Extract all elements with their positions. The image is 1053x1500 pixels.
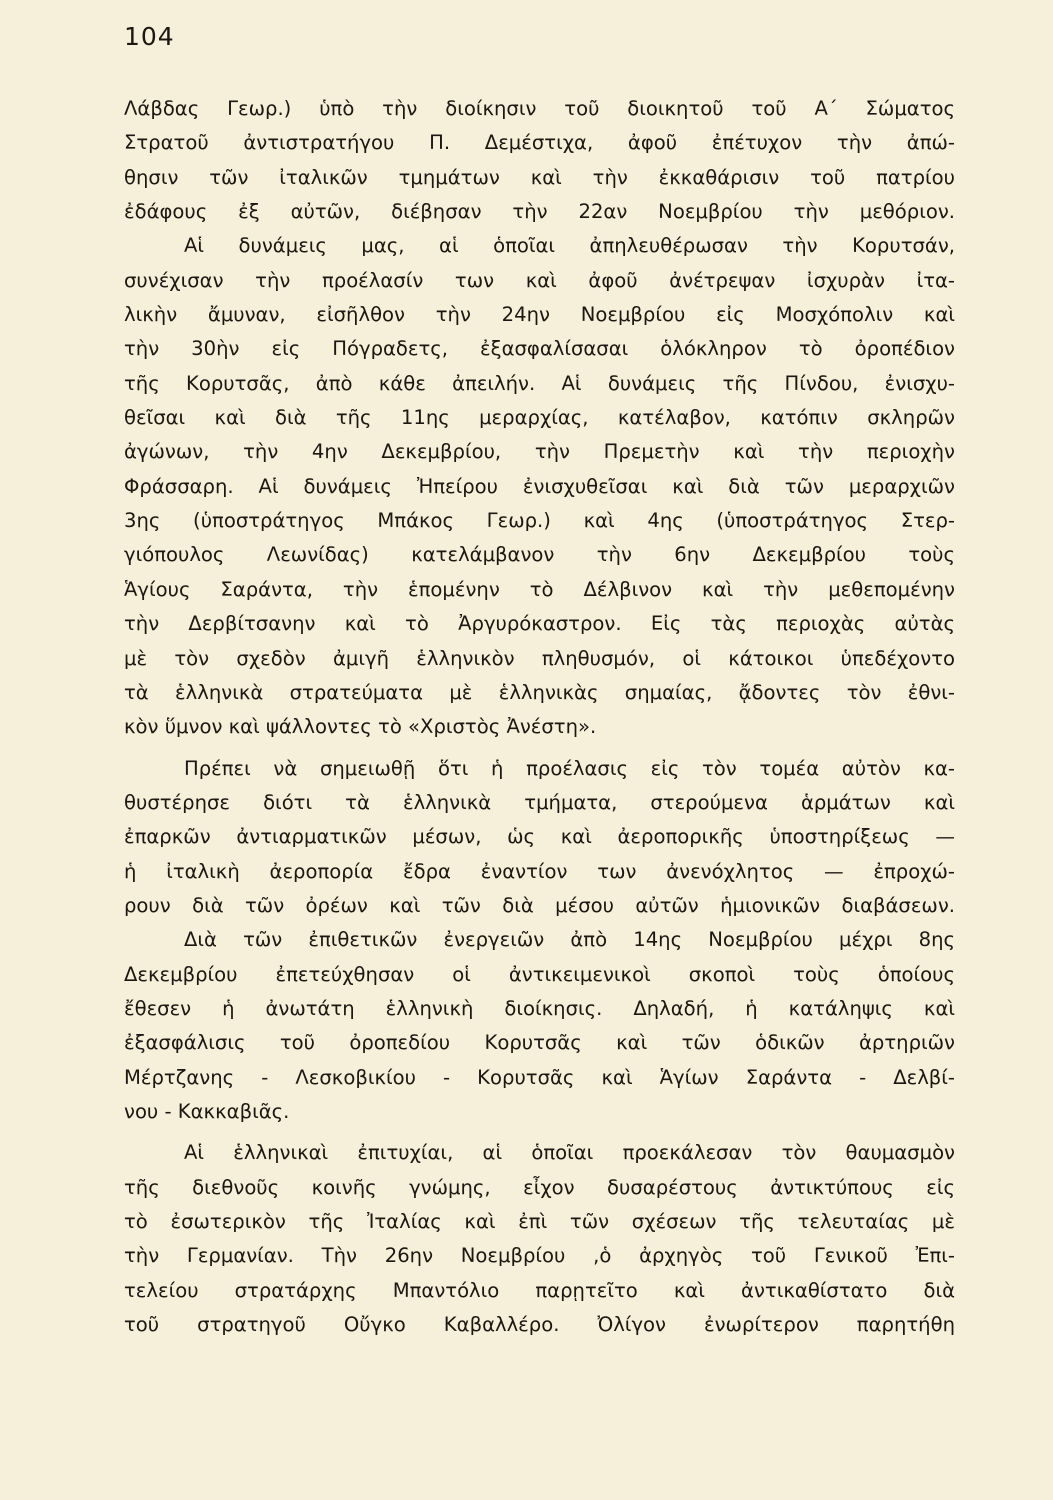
- text-line: ἐδάφους ἐξ αὐτῶν, διέβησαν τὴν 22αν Νοεμβρίου τὴν μεθόριον.: [124, 200, 955, 224]
- text-line: ρουν διὰ τῶν ὀρέων καὶ τῶν διὰ μέσου αὐτῶν ἡμιονικῶν διαβάσεων.: [124, 893, 955, 917]
- text-line: ἔθεσεν ἡ ἀνωτάτη ἑλληνικὴ διοίκησις. Δηλαδή, ἡ κατάληψις καὶ: [124, 996, 955, 1020]
- text-line: τὴν 30ὴν εἰς Πόγραδετς, ἐξασφαλίσασαι ὁλόκληρον τὸ ὀροπέδιον: [124, 337, 955, 361]
- text-line: Λάβδας Γεωρ.) ὑπὸ τὴν διοίκησιν τοῦ διοικητοῦ τοῦ Α΄ Σώματος: [124, 97, 955, 120]
- text-line: ἐξασφάλισις τοῦ ὀροπεδίου Κορυτσᾶς καὶ τῶν ὁδικῶν ἀρτηριῶν: [124, 1031, 955, 1055]
- text-line: Ἁγίους Σαράντα, τὴν ἑπομένην τὸ Δέλβινον καὶ τὴν μεθεπομένην: [124, 577, 955, 601]
- text-line: θυστέρησε διότι τὰ ἑλληνικὰ τμήματα, στερούμενα ἁρμάτων καὶ: [124, 790, 955, 814]
- paragraph-spacer: [124, 745, 955, 752]
- text-line: τοῦ στρατηγοῦ Οὔγκο Καβαλλέρο. Ὀλίγον ἐνωρίτερον παρητήθη: [124, 1313, 955, 1337]
- text-line: λικὴν ἄμυναν, εἰσῆλθον τὴν 24ην Νοεμβρίου εἰς Μοσχόπολιν καὶ: [124, 303, 955, 327]
- text-line: θεῖσαι καὶ διὰ τῆς 11ης μεραρχίας, κατέλαβον, κατόπιν σκληρῶν: [124, 406, 955, 430]
- text-line: Αἱ ἑλληνικαὶ ἐπιτυχίαι, αἱ ὁποῖαι προεκάλεσαν τὸν θαυμασμὸν: [184, 1141, 955, 1165]
- text-line: θησιν τῶν ἰταλικῶν τμημάτων καὶ τὴν ἐκκαθάρισιν τοῦ πατρίου: [124, 165, 955, 189]
- text-line: γιόπουλος Λεωνίδας) κατελάμβανον τὴν 6ην Δεκεμβρίου τοὺς: [124, 543, 955, 567]
- text-line: Στρατοῦ ἀντιστρατήγου Π. Δεμέστιχα, ἀφοῦ ἐπέτυχον τὴν ἀπώ-: [124, 131, 955, 155]
- text-line: Φράσσαρη. Αἱ δυνάμεις Ἠπείρου ἐνισχυθεῖσαι καὶ διὰ τῶν μεραρχιῶν: [124, 474, 955, 498]
- paragraph: [124, 1136, 955, 1342]
- text-line: ἐπαρκῶν ἀντιαρματικῶν μέσων, ὡς καὶ ἀεροπορικῆς ὑποστηρίξεως —: [124, 825, 955, 849]
- text-line: τελείου στρατάρχης Μπαντόλιο παρῃτεῖτο καὶ ἀντικαθίστατο διὰ: [124, 1278, 955, 1302]
- text-line: Μέρτζανης - Λεσκοβικίου - Κορυτσᾶς καὶ Ἁγίων Σαράντα - Δελβί-: [124, 1065, 955, 1089]
- text-line: νου - Κακκαβιᾶς.: [124, 1099, 290, 1123]
- text-line: τὸ ἐσωτερικὸν τῆς Ἰταλίας καὶ ἐπὶ τῶν σχέσεων τῆς τελευταίας μὲ: [124, 1210, 955, 1233]
- paragraph: [124, 229, 955, 744]
- text-line: συνέχισαν τὴν προέλασίν των καὶ ἀφοῦ ἀνέτρεψαν ἰσχυρὰν ἰτα-: [124, 268, 955, 292]
- text-line: κὸν ὕμνον καὶ ψάλλοντες τὸ «Χριστὸς Ἀνέστη».: [124, 715, 597, 739]
- text-line: τῆς Κορυτσᾶς, ἀπὸ κάθε ἀπειλήν. Αἱ δυνάμεις τῆς Πίνδου, ἐνισχυ-: [124, 371, 955, 395]
- text-line: 3ης (ὑποστράτηγος Μπάκος Γεωρ.) καὶ 4ης (ὑποστράτηγος Στερ-: [124, 509, 955, 533]
- text-line: Δεκεμβρίου ἐπετεύχθησαν οἱ ἀντικειμενικοὶ σκοποὶ τοὺς ὁποίους: [124, 962, 955, 986]
- page-number: 104: [124, 22, 175, 51]
- text-line: ἀγώνων, τὴν 4ην Δεκεμβρίου, τὴν Πρεμετὴν καὶ τὴν περιοχὴν: [124, 440, 955, 464]
- text-line: Πρέπει νὰ σημειωθῇ ὅτι ἡ προέλασις εἰς τὸν τομέα αὐτὸν κα-: [184, 756, 955, 780]
- text-line: Αἱ δυνάμεις μας, αἱ ὁποῖαι ἀπηλευθέρωσαν τὴν Κορυτσάν,: [184, 234, 955, 258]
- text-line: ἡ ἰταλικὴ ἀεροπορία ἔδρα ἐναντίον των ἀνενόχλητος — ἐπροχώ-: [124, 859, 955, 883]
- body-text: [124, 92, 955, 1342]
- text-line: μὲ τὸν σχεδὸν ἀμιγῆ ἑλληνικὸν πληθυσμόν, οἱ κάτοικοι ὑπεδέχοντο: [124, 646, 955, 670]
- paragraph: [124, 752, 955, 924]
- text-line: τῆς διεθνοῦς κοινῆς γνώμης, εἶχον δυσαρέστους ἀντικτύπους εἰς: [124, 1175, 955, 1199]
- text-line: τὴν Γερμανίαν. Τὴν 26ην Νοεμβρίου ,ὁ ἀρχηγὸς τοῦ Γενικοῦ Ἐπι-: [124, 1244, 955, 1268]
- paragraph-spacer: [124, 1129, 955, 1136]
- text-line: τὰ ἑλληνικὰ στρατεύματα μὲ ἑλληνικὰς σημαίας, ᾄδοντες τὸν ἐθνι-: [124, 680, 955, 704]
- paragraph: [124, 92, 955, 229]
- text-line: τὴν Δερβίτσανην καὶ τὸ Ἀργυρόκαστρον. Εἰς τὰς περιοχὰς αὐτὰς: [124, 612, 955, 636]
- paragraph: [124, 923, 955, 1129]
- text-line: Διὰ τῶν ἐπιθετικῶν ἐνεργειῶν ἀπὸ 14ης Νοεμβρίου μέχρι 8ης: [184, 928, 955, 952]
